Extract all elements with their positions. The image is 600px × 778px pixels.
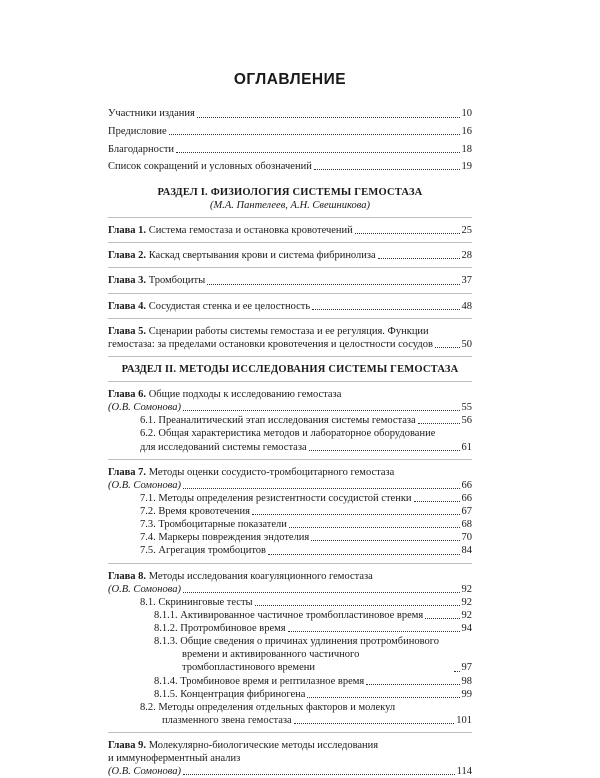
entry-title: Благодарности — [108, 143, 175, 155]
chapter-heading[interactable] — [108, 466, 472, 479]
chapter-entry[interactable] — [108, 249, 472, 262]
separator-line — [108, 267, 472, 268]
chapter-title: Тромбоциты — [148, 275, 206, 287]
entry-title: Список сокращений и условных обозначений — [108, 161, 312, 173]
entry-title: Участники издания — [108, 108, 195, 120]
subsubsection-entry[interactable] — [108, 635, 472, 674]
subsubsection-page: 98 — [461, 675, 472, 687]
subsubsection-page: 92 — [461, 609, 472, 621]
subsection-page: 67 — [461, 506, 472, 517]
subsection-page: 56 — [461, 415, 472, 427]
subsection-page: 92 — [461, 596, 472, 608]
subsection-entry[interactable] — [108, 531, 472, 544]
chapter-label: Глава 7. — [108, 466, 147, 478]
chapter-label: Глава 5. — [108, 325, 147, 337]
chapter-author: (О.В. Сомонова) — [108, 479, 181, 491]
subsection-title: 6.2. Общая характеристика методов и лабораторное оборудование — [140, 428, 436, 440]
subsection-page: 70 — [461, 532, 472, 544]
dot-leader — [311, 540, 459, 541]
chapter-label: Глава 1. — [108, 225, 147, 237]
subsection-entry[interactable] — [108, 544, 472, 557]
subsection-entry[interactable] — [108, 596, 472, 609]
subsubsection-page: 99 — [461, 688, 472, 700]
dot-leader — [183, 410, 460, 411]
subsection-title: 6.1. Преаналитический этап исследования системы гемостаза — [140, 415, 416, 427]
chapter-label: Глава 6. — [108, 389, 147, 400]
chapter-page: 28 — [461, 250, 472, 262]
chapter-heading[interactable] — [108, 388, 472, 401]
dot-leader — [435, 347, 460, 348]
subsubsection-entry[interactable] — [108, 688, 472, 701]
dot-leader — [314, 169, 460, 170]
chapter-entry[interactable] — [108, 325, 472, 351]
toc-entry[interactable] — [108, 160, 472, 173]
subsection-page: 84 — [461, 545, 472, 557]
dot-leader — [183, 592, 460, 593]
subsection-page: 101 — [456, 714, 472, 726]
subsubsection-title-cont: времени и активированного частичного тромбопластинового времени — [182, 649, 360, 674]
dot-leader — [418, 423, 460, 424]
chapter-author: (О.В. Сомонова) — [108, 402, 181, 414]
chapter-title: Система гемостаза и остановка кровотечений — [148, 225, 353, 237]
subsection-page: 68 — [461, 519, 472, 531]
subsection-entry[interactable] — [108, 701, 472, 727]
chapter-title-cont: гемостаза: за пределами остановки кровотечения и целостности сосудов — [108, 338, 433, 350]
chapter-title: Методы исследования коагуляционного гемостаза — [148, 570, 373, 582]
subsubsection-title: 8.1.1. Активированное частичное тромбопластиновое время — [154, 609, 424, 621]
toc-entry[interactable] — [108, 125, 472, 138]
dot-leader — [183, 488, 460, 489]
dot-leader — [176, 152, 459, 153]
chapter-author-line[interactable] — [108, 401, 472, 414]
dot-leader — [207, 284, 459, 285]
toc-entry[interactable] — [108, 107, 472, 120]
chapter-title: Общие подходы к исследованию гемостаза — [148, 389, 342, 400]
subsection-title: 7.2. Время кровотечения — [140, 506, 250, 517]
separator-line — [108, 293, 472, 294]
entry-page: 18 — [461, 143, 472, 155]
chapter-title: Сосудистая стенка и ее целостность — [148, 300, 311, 312]
separator-line — [108, 732, 472, 733]
dot-leader — [183, 774, 455, 775]
chapter-label: Глава 2. — [108, 250, 147, 262]
chapter-page: 114 — [456, 766, 472, 778]
chapter-label: Глава 8. — [108, 570, 147, 582]
chapter-author-line[interactable] — [108, 583, 472, 596]
subsubsection-page: 94 — [461, 623, 472, 634]
subsection-title: 7.3. Тромбоцитарные показатели — [140, 519, 287, 531]
subsection-entry[interactable] — [108, 414, 472, 427]
chapter-author: (О.В. Сомонова) — [108, 766, 181, 778]
dot-leader — [255, 605, 460, 606]
subsection-title: 7.4. Маркеры повреждения эндотелия — [140, 532, 310, 544]
chapter-8 — [108, 570, 472, 728]
subsubsection-entry[interactable] — [108, 609, 472, 622]
chapter-page: 55 — [461, 402, 472, 414]
subsubsection-title: 8.1.3. Общие сведения о причинах удлинения протромбинового — [154, 636, 440, 648]
section-1-chapters — [108, 224, 472, 357]
subsubsection-title: 8.1.2. Протромбиновое время — [154, 623, 286, 634]
chapter-entry[interactable] — [108, 300, 472, 313]
dot-leader — [169, 134, 460, 135]
subsection-title: 7.1. Методы определения резистентности сосудистой стенки — [140, 492, 412, 504]
dot-leader — [425, 618, 459, 619]
chapter-label: Глава 9. — [108, 740, 147, 751]
chapter-heading[interactable] — [108, 739, 472, 752]
chapter-entry[interactable] — [108, 224, 472, 237]
separator-line — [108, 242, 472, 243]
subsection-entry[interactable] — [108, 492, 472, 505]
subsection-title: 7.5. Агрегация тромбоцитов — [140, 545, 266, 557]
dot-leader — [366, 684, 459, 685]
chapter-author-line[interactable] — [108, 765, 472, 778]
chapter-page: 37 — [461, 275, 472, 287]
chapter-9 — [108, 739, 472, 778]
toc-entry[interactable] — [108, 143, 472, 156]
dot-leader — [268, 554, 460, 555]
subsection-title-cont: плазменного звена гемостаза — [162, 714, 292, 726]
chapter-label: Глава 4. — [108, 300, 147, 312]
dot-leader — [378, 258, 460, 259]
chapter-title: Каскад свертывания крови и система фибринолиза — [148, 250, 376, 262]
dot-leader — [197, 117, 460, 118]
dot-leader — [309, 450, 460, 451]
separator-line — [108, 563, 472, 564]
subsection-entry[interactable] — [108, 518, 472, 531]
dot-leader — [252, 514, 460, 515]
subsubsection-title: 8.1.5. Концентрация фибриногена — [154, 688, 306, 700]
chapter-page: 25 — [461, 225, 472, 237]
dot-leader — [312, 309, 459, 310]
dot-leader — [288, 631, 460, 632]
chapter-7 — [108, 466, 472, 558]
subsubsection-page: 97 — [461, 662, 472, 674]
chapter-page: 48 — [461, 300, 472, 312]
entry-page: 19 — [461, 161, 472, 173]
subsubsection-entry[interactable] — [108, 622, 472, 635]
dot-leader — [414, 501, 460, 502]
subsection-page: 66 — [461, 492, 472, 504]
toc-title: ОГЛАВЛЕНИЕ — [233, 71, 347, 88]
separator-line — [108, 459, 472, 460]
subsubsection-title: 8.1.4. Тромбиновое время и рептилазное время — [154, 675, 365, 687]
separator-line — [108, 356, 472, 357]
chapter-page: 92 — [461, 583, 472, 595]
chapter-title: Молекулярно-биологические методы исследования — [148, 740, 379, 751]
separator-line — [108, 318, 472, 319]
entry-page: 16 — [461, 126, 472, 137]
entry-page: 10 — [461, 108, 472, 120]
subsubsection-entry[interactable] — [108, 675, 472, 688]
chapter-entry[interactable] — [108, 274, 472, 287]
chapter-6 — [108, 388, 472, 454]
chapter-page: 66 — [461, 479, 472, 491]
subsection-entry[interactable] — [108, 427, 472, 453]
subsection-page: 61 — [461, 441, 472, 453]
separator-line — [108, 217, 472, 218]
chapter-author-line[interactable] — [108, 479, 472, 492]
entry-title: Предисловие — [108, 126, 167, 137]
chapter-page: 50 — [461, 338, 472, 350]
chapter-title: Методы оценки сосудисто-тромбоцитарного гемостаза — [148, 466, 395, 478]
section-1-title: РАЗДЕЛ I. ФИЗИОЛОГИЯ СИСТЕМЫ ГЕМОСТАЗА — [157, 186, 423, 198]
dot-leader — [355, 233, 460, 234]
section-2-title: РАЗДЕЛ II. МЕТОДЫ ИССЛЕДОВАНИЯ СИСТЕМЫ ГЕМОСТАЗА — [121, 363, 459, 375]
chapter-title: Сценарии работы системы гемостаза и ее регуляция. Функции — [148, 325, 429, 337]
chapter-heading[interactable] — [108, 570, 472, 583]
dot-leader — [294, 723, 455, 724]
dot-leader — [307, 697, 459, 698]
chapter-title-cont: и иммуноферментный анализ — [108, 753, 241, 765]
dot-leader — [289, 527, 460, 528]
separator-line — [108, 381, 472, 382]
front-matter-list — [108, 107, 472, 173]
subsection-title: 8.1. Скрининговые тесты — [140, 596, 253, 608]
dot-leader — [454, 671, 460, 672]
section-1-authors: (М.А. Пантелеев, А.Н. Свешникова) — [210, 200, 370, 211]
subsection-entry[interactable] — [108, 505, 472, 518]
chapter-label: Глава 3. — [108, 275, 147, 287]
chapter-author: (О.В. Сомонова) — [108, 583, 181, 595]
subsection-title: 8.2. Методы определения отдельных факторов и молекул — [140, 701, 396, 713]
subsection-title-cont: для исследований системы гемостаза — [140, 441, 307, 453]
